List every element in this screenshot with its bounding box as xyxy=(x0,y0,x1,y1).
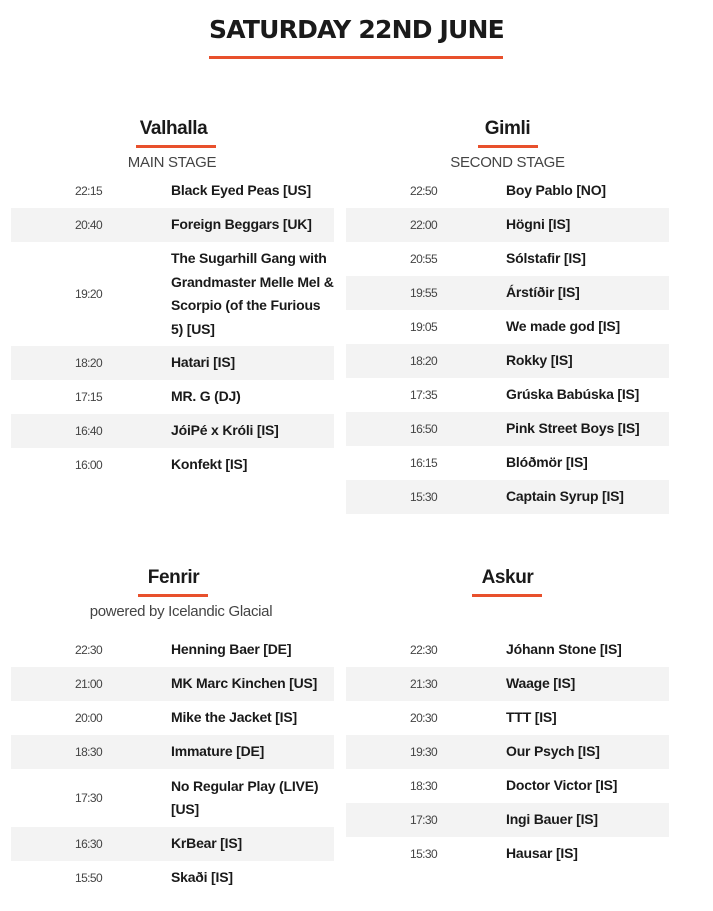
set-time: 20:30 xyxy=(410,711,438,725)
set-time: 17:35 xyxy=(410,388,438,402)
stage-subtitle: MAIN STAGE xyxy=(127,154,217,171)
stage-name: Valhalla xyxy=(139,118,208,139)
stage-underline xyxy=(478,145,538,148)
stage-underline xyxy=(138,594,208,597)
set-time: 18:30 xyxy=(75,745,103,759)
stage-valhalla xyxy=(11,116,334,482)
act-name: Konfekt [IS] xyxy=(171,456,248,473)
set-time: 17:30 xyxy=(410,813,438,827)
act-name: Rokky [IS] xyxy=(506,352,573,369)
set-time: 18:20 xyxy=(410,354,438,368)
schedule-row xyxy=(346,412,669,446)
stage-gimli xyxy=(346,116,669,514)
act-name: JóiPé x Króli [IS] xyxy=(171,422,279,439)
set-time: 21:00 xyxy=(75,677,103,691)
set-time: 18:30 xyxy=(410,779,438,793)
act-name: MR. G (DJ) xyxy=(171,388,241,405)
stage-underline xyxy=(472,594,542,597)
set-time: 19:30 xyxy=(410,745,438,759)
title-underline xyxy=(209,56,503,59)
set-time: 16:15 xyxy=(410,456,438,470)
act-name: KrBear [IS] xyxy=(171,835,242,852)
act-name: Foreign Beggars [UK] xyxy=(171,216,312,233)
act-name: Doctor Victor [IS] xyxy=(506,777,618,794)
act-name: TTT [IS] xyxy=(506,709,557,726)
schedule-row xyxy=(346,446,669,480)
stage-askur xyxy=(346,565,669,871)
schedule-row xyxy=(346,276,669,310)
set-time: 15:30 xyxy=(410,847,438,861)
act-name: Pink Street Boys [IS] xyxy=(506,420,640,437)
schedule-row xyxy=(346,803,669,837)
set-time: 17:15 xyxy=(75,390,103,404)
set-time: 22:00 xyxy=(410,218,438,232)
act-name: Waage [IS] xyxy=(506,675,576,692)
schedule-row xyxy=(11,174,334,208)
schedule-row xyxy=(11,414,334,448)
stage-name: Askur xyxy=(481,567,534,588)
schedule-row xyxy=(11,346,334,380)
schedule-row xyxy=(11,208,334,242)
schedule-row xyxy=(11,448,334,482)
schedule-row xyxy=(11,242,334,346)
stage-name: Gimli xyxy=(484,118,531,139)
set-time: 22:50 xyxy=(410,184,438,198)
schedule-row xyxy=(346,667,669,701)
act-name: We made god [IS] xyxy=(506,318,620,335)
act-name: Captain Syrup [IS] xyxy=(506,488,624,505)
schedule-row xyxy=(11,827,334,861)
schedule-row xyxy=(11,667,334,701)
schedule-row xyxy=(346,769,669,803)
set-time: 22:30 xyxy=(410,643,438,657)
act-name: Jóhann Stone [IS] xyxy=(506,641,622,658)
set-time: 16:50 xyxy=(410,422,438,436)
schedule-row xyxy=(346,735,669,769)
act-name: Immature [DE] xyxy=(171,743,265,760)
act-name: Sólstafir [IS] xyxy=(506,250,586,267)
act-name: Ingi Bauer [IS] xyxy=(506,811,598,828)
set-time: 16:00 xyxy=(75,458,103,472)
schedule-list xyxy=(11,633,334,895)
schedule-list xyxy=(346,633,669,871)
act-name: Árstíðir [IS] xyxy=(506,284,580,301)
act-name: Skaði [IS] xyxy=(171,869,233,886)
schedule-row xyxy=(346,837,669,871)
act-name: Hatari [IS] xyxy=(171,354,235,371)
set-time: 19:05 xyxy=(410,320,438,334)
act-name: Black Eyed Peas [US] xyxy=(171,182,311,199)
schedule-list xyxy=(11,174,334,482)
schedule-row xyxy=(346,310,669,344)
set-time: 19:55 xyxy=(410,286,438,300)
act-name: Our Psych [IS] xyxy=(506,743,600,760)
act-name: Henning Baer [DE] xyxy=(171,641,292,658)
set-time: 17:30 xyxy=(75,791,103,805)
set-time: 16:30 xyxy=(75,837,103,851)
set-time: 22:15 xyxy=(75,184,103,198)
act-name: Boy Pablo [NO] xyxy=(506,182,606,199)
act-name: Grúska Babúska [IS] xyxy=(506,386,640,403)
schedule-row xyxy=(11,701,334,735)
schedule-row xyxy=(346,208,669,242)
act-name: MK Marc Kinchen [US] xyxy=(171,675,318,692)
set-time: 15:30 xyxy=(410,490,438,504)
schedule-list xyxy=(346,174,669,514)
act-name: Högni [IS] xyxy=(506,216,571,233)
schedule-row xyxy=(11,380,334,414)
set-time: 22:30 xyxy=(75,643,103,657)
schedule-row xyxy=(11,735,334,769)
set-time: 20:40 xyxy=(75,218,103,232)
act-name: Hausar [IS] xyxy=(506,845,578,862)
set-time: 20:00 xyxy=(75,711,103,725)
act-name: No Regular Play (LIVE) [US] xyxy=(171,777,319,817)
schedule-row xyxy=(346,344,669,378)
act-name: Blóðmör [IS] xyxy=(506,454,588,471)
set-time: 15:50 xyxy=(75,871,103,885)
act-name: Mike the Jacket [IS] xyxy=(171,709,297,726)
schedule-row xyxy=(346,378,669,412)
schedule-row xyxy=(346,480,669,514)
set-time: 18:20 xyxy=(75,356,103,370)
schedule-row xyxy=(11,633,334,667)
set-time: 16:40 xyxy=(75,424,103,438)
schedule-row xyxy=(346,633,669,667)
schedule-row xyxy=(346,174,669,208)
schedule-row xyxy=(346,242,669,276)
stage-subtitle: SECOND STAGE xyxy=(450,154,565,171)
stage-name: Fenrir xyxy=(147,567,200,588)
act-name: The Sugarhill Gang with Grandmaster Melle Mel & Scorpio (of the Furious 5) [US] xyxy=(171,250,334,337)
schedule-row xyxy=(11,861,334,895)
schedule-row xyxy=(11,769,334,827)
set-time: 20:55 xyxy=(410,252,438,266)
set-time: 19:20 xyxy=(75,287,103,301)
stage-fenrir xyxy=(11,565,334,895)
stage-subtitle: powered by Icelandic Glacial xyxy=(89,603,273,620)
stage-underline xyxy=(136,145,216,148)
page-title: SATURDAY 22ND JUNE xyxy=(209,15,504,44)
schedule-row xyxy=(346,701,669,735)
set-time: 21:30 xyxy=(410,677,438,691)
